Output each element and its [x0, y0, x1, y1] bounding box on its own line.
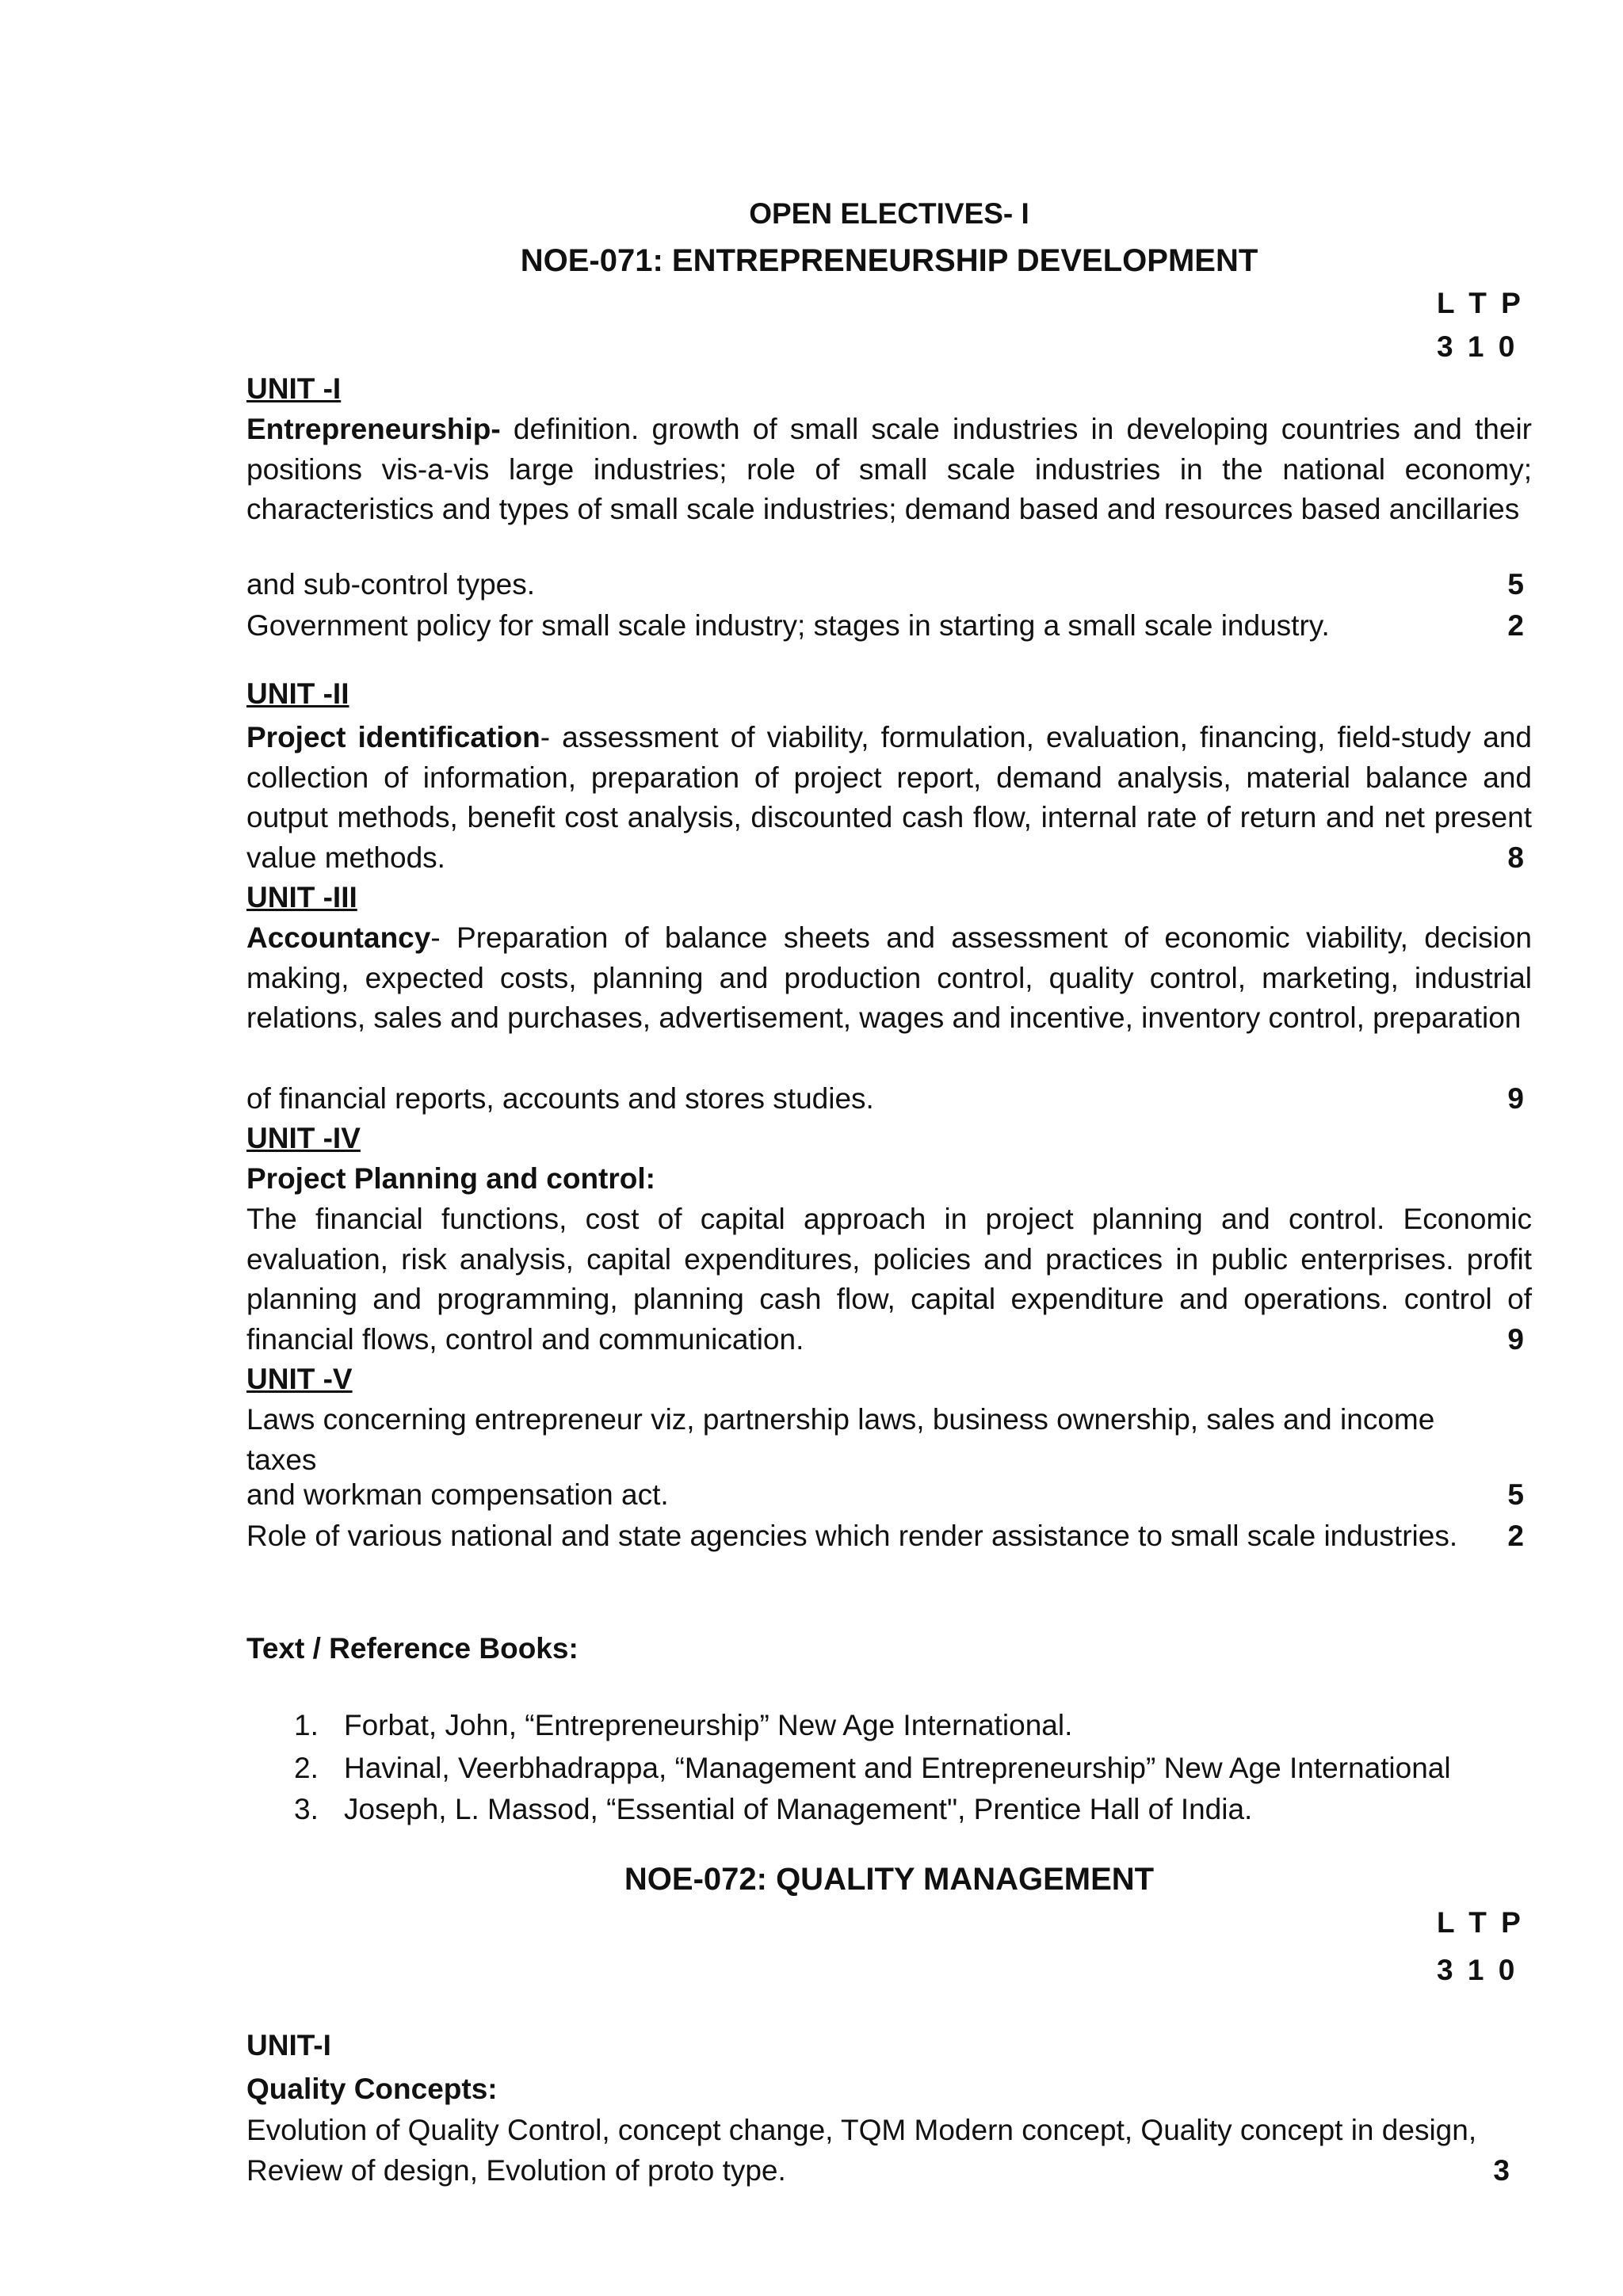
ltp-label: L T P	[1437, 287, 1524, 319]
book-item	[294, 1706, 1072, 1745]
unit-3-paragraph	[246, 918, 1532, 1039]
unit-1-line-2-text: and sub-control types.	[246, 568, 536, 601]
unit-2-lead: Project identification	[246, 721, 540, 753]
book-item	[294, 1749, 1451, 1788]
unit-4-paragraph	[246, 1199, 1532, 1360]
unit-5-line-3	[246, 1516, 1532, 1556]
course-2-title: NOE-072: QUALITY MANAGEMENT	[624, 1862, 1155, 1897]
unit-1-hours-2: 5	[1507, 568, 1524, 601]
unit-4-label: UNIT -IV	[246, 1122, 361, 1154]
unit-5-line-3-text: Role of various national and state agencies which render assistance to small scale industries.	[246, 1520, 1458, 1552]
open-electives-heading: OPEN ELECTIVES- I	[749, 197, 1029, 230]
course-2-ltp-label: L T P	[1437, 1906, 1524, 1939]
unit-2-paragraph	[246, 718, 1532, 878]
unit-3-label: UNIT -III	[246, 881, 357, 913]
unit-4-text: The financial functions, cost of capital approach in project planning and control. Economic evaluation, risk analysis, capital expenditures, policies and practices in public enterprises. profit planning and programming, planning cash flow, capital expenditure and operations. control of financial flows, control and communication.	[246, 1203, 1532, 1356]
book-number: 1.	[294, 1709, 319, 1741]
unit-1-hours-3: 2	[1507, 609, 1524, 642]
book-item	[294, 1790, 1252, 1829]
course-2-unit-label: UNIT-I	[246, 2029, 331, 2061]
unit-1-paragraph	[246, 410, 1532, 530]
book-text: Havinal, Veerbhadrappa, “Management and Entrepreneurship” New Age International	[344, 1752, 1451, 1784]
course-2-line-2	[246, 2151, 1532, 2191]
unit-3-lead: Accountancy	[246, 921, 431, 954]
unit-5-hours-2: 5	[1507, 1478, 1524, 1511]
book-text: Forbat, John, “Entrepreneurship” New Age International.	[344, 1709, 1073, 1741]
unit-2-label: UNIT -II	[246, 677, 349, 710]
course-2-subheading: Quality Concepts:	[246, 2073, 498, 2105]
course-2-line-1: Evolution of Quality Control, concept change, TQM Modern concept, Quality concept in design,	[246, 2114, 1477, 2146]
unit-1-lead: Entrepreneurship-	[246, 413, 501, 445]
book-number: 3.	[294, 1793, 319, 1825]
unit-3-text: - Preparation of balance sheets and assessment of economic viability, decision making, expected costs, planning and production control, quality control, marketing, industrial relations, sales and purchases, advertisement, wages and incentive, inventory control, preparation	[246, 921, 1532, 1034]
course-2-hours: 3	[1493, 2154, 1510, 2187]
unit-5-hours-3: 2	[1507, 1520, 1524, 1552]
unit-5-label: UNIT -V	[246, 1363, 353, 1395]
ltp-values: 3 1 0	[1437, 330, 1518, 363]
unit-3-line-2-text: of financial reports, accounts and stores studies.	[246, 1082, 874, 1115]
unit-1-line-3-text: Government policy for small scale industry; stages in starting a small scale industry.	[246, 609, 1330, 642]
unit-3-line-2	[246, 1079, 1532, 1119]
book-number: 2.	[294, 1752, 319, 1784]
unit-1-line-3	[246, 606, 1532, 646]
books-heading: Text / Reference Books:	[246, 1632, 579, 1665]
unit-1-line-2	[246, 565, 1532, 605]
unit-1-text: definition. growth of small scale industries in developing countries and their positions vis-a-vis large industries; role of small scale industries in the national economy; characteristics and types of small scale industries; demand based and resources based ancillaries	[246, 413, 1532, 525]
unit-1-label: UNIT -I	[246, 372, 342, 405]
unit-2-hours: 8	[1507, 841, 1524, 874]
book-text: Joseph, L. Massod, “Essential of Management", Prentice Hall of India.	[344, 1793, 1253, 1825]
unit-5-line-2-text: and workman compensation act.	[246, 1478, 669, 1511]
unit-4-hours: 9	[1507, 1323, 1524, 1356]
unit-3-hours: 9	[1507, 1082, 1524, 1115]
unit-2-text: - assessment of viability, formulation, evaluation, financing, field-study and collection of information, preparation of project report, demand analysis, material balance and output methods, benefit cost analysis, discounted cash flow, internal rate of return and net present value methods.	[246, 721, 1533, 874]
unit-4-subheading: Project Planning and control:	[246, 1162, 655, 1195]
course-2-ltp-values: 3 1 0	[1437, 1954, 1518, 1986]
unit-5-paragraph	[246, 1400, 1483, 1480]
unit-5-text: Laws concerning entrepreneur viz, partnership laws, business ownership, sales and income taxes	[246, 1403, 1435, 1476]
course-2-line-2-text: Review of design, Evolution of proto type.	[246, 2154, 786, 2187]
unit-5-line-2	[246, 1475, 1532, 1515]
course-title: NOE-071: ENTREPRENEURSHIP DEVELOPMENT	[520, 243, 1258, 278]
